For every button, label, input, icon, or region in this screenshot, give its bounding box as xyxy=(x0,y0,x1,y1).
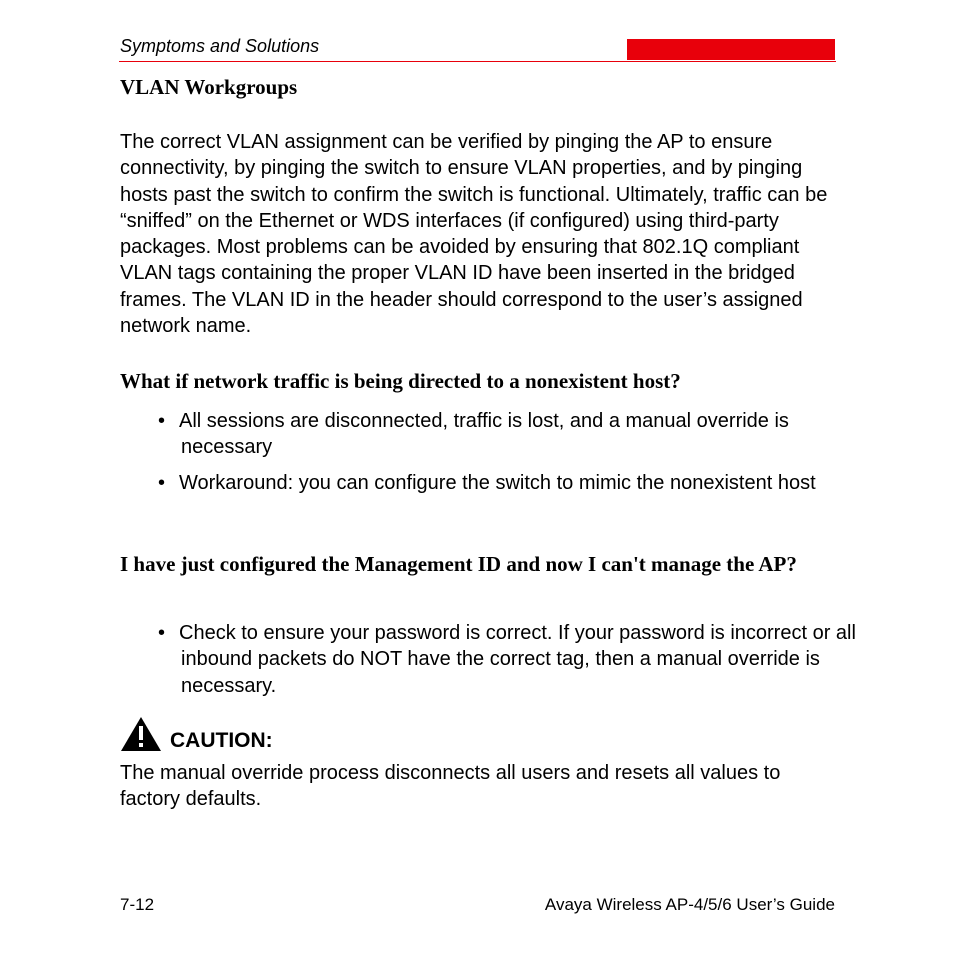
caution-text: The manual override process disconnects all users and resets all values to factory defaults. xyxy=(120,762,781,811)
bullet-text: Check to ensure your password is correct. If your password is incorrect or all inbound packets do NOT have the correct tag, then a manual override is necessary. xyxy=(179,622,856,697)
header-accent-bar xyxy=(627,39,835,60)
bullet-icon: • xyxy=(158,410,166,432)
list-item xyxy=(158,408,861,461)
header-rule xyxy=(119,61,836,62)
management-id-heading: I have just configured the Management ID and now I can't manage the AP? xyxy=(120,552,797,576)
bullet-icon: • xyxy=(158,622,166,644)
vlan-paragraph: The correct VLAN assignment can be verified by pinging the AP to ensure connectivity, by pinging the switch to ensure VLAN properties, and by pinging hosts past the switch to confirm the switch is functional. Ultimately, traffic can be “sniffed” on the Ethernet or WDS interfaces (if configured) using third-party packages. Most problems can be avoided by ensuring that 802.1Q compliant VLAN tags containing the proper VLAN ID have been inserted in the bridged frames. The VLAN ID in the header should correspond to the user’s assigned network name. xyxy=(120,131,828,338)
page-number: 7-12 xyxy=(120,895,155,914)
nonexistent-host-heading: What if network traffic is being directed to a nonexistent host? xyxy=(120,369,681,393)
guide-title: Avaya Wireless AP-4/5/6 User’s Guide xyxy=(544,895,835,914)
caution-label: CAUTION: xyxy=(170,729,273,752)
running-header: Symptoms and Solutions xyxy=(120,36,320,56)
warning-triangle-icon xyxy=(120,716,162,752)
list-item xyxy=(158,620,861,699)
bullet-text: All sessions are disconnected, traffic is lost, and a manual override is necessary xyxy=(179,410,789,459)
vlan-heading: VLAN Workgroups xyxy=(120,75,298,99)
bullet-icon: • xyxy=(158,472,166,494)
list-item xyxy=(158,470,861,496)
bullet-text: Workaround: you can configure the switch to mimic the nonexistent host xyxy=(179,472,816,494)
